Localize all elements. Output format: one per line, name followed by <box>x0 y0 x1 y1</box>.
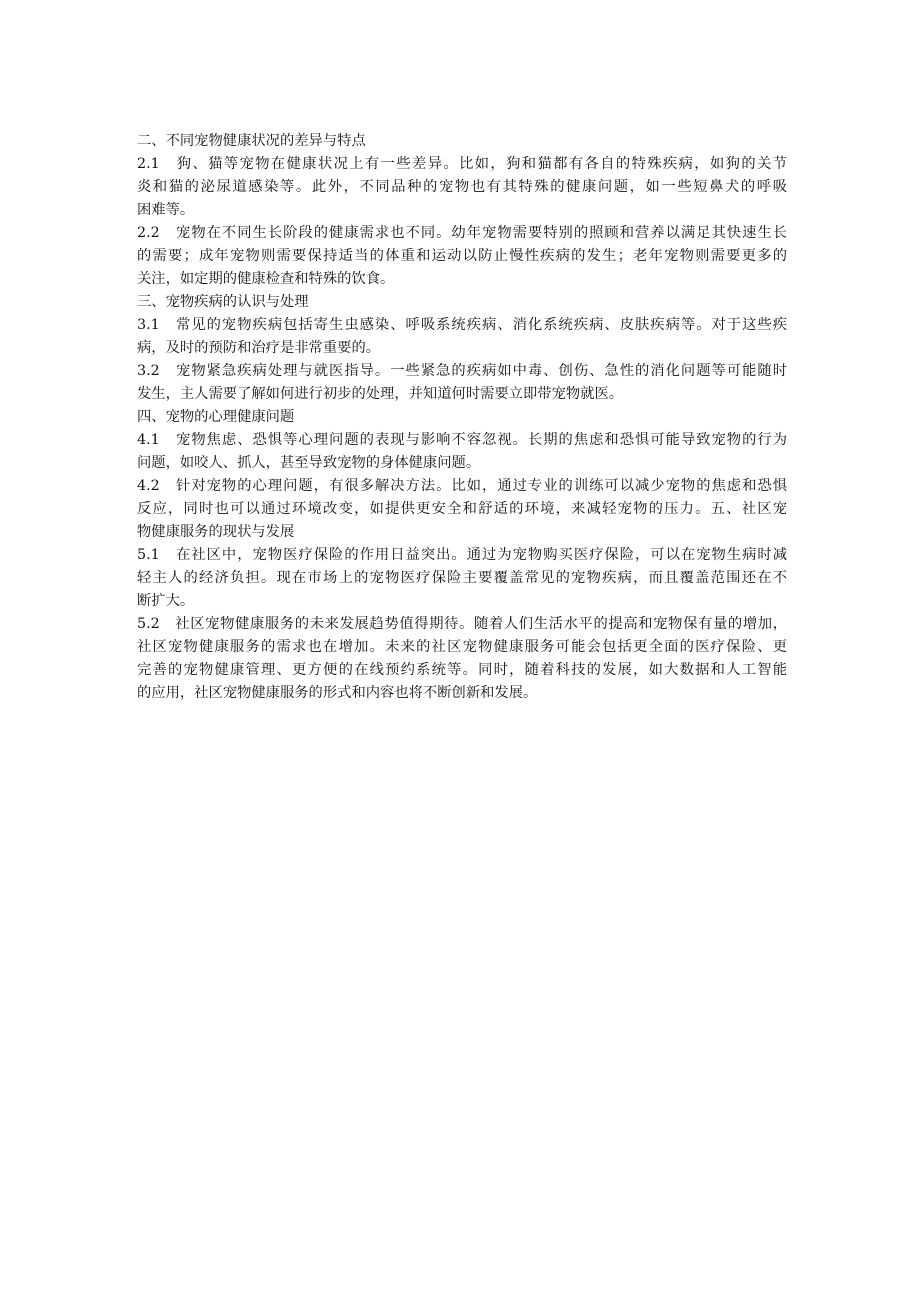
paragraph-4-1 <box>137 429 787 475</box>
paragraph-5-1 <box>137 544 787 613</box>
paragraph-5-2 <box>137 613 787 705</box>
text-line: 轻主人的经济负担。现在市场上的宠物医疗保险主要覆盖常见的宠物疾病，而且覆盖范围还在不 <box>137 570 787 586</box>
text-line: 5.1 在社区中，宠物医疗保险的作用日益突出。通过为宠物购买医疗保险，可以在宠物生病时减 <box>137 547 787 563</box>
text-line: 5.2 社区宠物健康服务的未来发展趋势值得期待。随着人们生活水平的提高和宠物保有量的增加， <box>137 616 787 632</box>
text-line: 四、宠物的心理健康问题 <box>137 409 295 425</box>
text-line: 2.2 宠物在不同生长阶段的健康需求也不同。幼年宠物需要特别的照顾和营养以满足其快速生长 <box>137 225 787 241</box>
section-heading-3 <box>137 291 787 314</box>
text-line: 病，及时的预防和治疗是非常重要的。 <box>137 340 381 356</box>
text-line: 4.2 针对宠物的心理问题，有很多解决方法。比如，通过专业的训练可以减少宠物的焦虑和恐惧 <box>137 478 787 494</box>
text-line: 三、宠物疾病的认识与处理 <box>137 294 309 310</box>
text-line: 二、不同宠物健康状况的差异与特点 <box>137 133 366 149</box>
section-heading-2 <box>137 130 787 153</box>
paragraph-2-1 <box>137 153 787 222</box>
text-line: 社区宠物健康服务的需求也在增加。未来的社区宠物健康服务可能会包括更全面的医疗保险、更 <box>137 639 787 655</box>
text-line: 关注，如定期的健康检查和特殊的饮食。 <box>137 271 395 287</box>
text-line: 的应用，社区宠物健康服务的形式和内容也将不断创新和发展。 <box>137 685 538 701</box>
paragraph-4-2 <box>137 475 787 544</box>
text-line: 完善的宠物健康管理、更方便的在线预约系统等。同时，随着科技的发展，如大数据和人工智能 <box>137 662 787 678</box>
text-line: 物健康服务的现状与发展 <box>137 524 295 540</box>
text-line: 3.2 宠物紧急疾病处理与就医指导。一些紧急的疾病如中毒、创伤、急性的消化问题等可能随时 <box>137 363 787 379</box>
document-page <box>137 130 787 705</box>
text-line: 断扩大。 <box>137 593 195 609</box>
paragraph-3-1 <box>137 314 787 360</box>
text-line: 问题，如咬人、抓人，甚至导致宠物的身体健康问题。 <box>137 455 481 471</box>
paragraph-2-2 <box>137 222 787 291</box>
text-line: 4.1 宠物焦虑、恐惧等心理问题的表现与影响不容忽视。长期的焦虑和恐惧可能导致宠物的行为 <box>137 432 787 448</box>
text-line: 炎和猫的泌尿道感染等。此外，不同品种的宠物也有其特殊的健康问题，如一些短鼻犬的呼吸 <box>137 179 787 195</box>
text-line: 的需要；成年宠物则需要保持适当的体重和运动以防止慢性疾病的发生；老年宠物则需要更多的 <box>137 248 787 264</box>
paragraph-3-2 <box>137 360 787 406</box>
text-line: 3.1 常见的宠物疾病包括寄生虫感染、呼吸系统疾病、消化系统疾病、皮肤疾病等。对于这些疾 <box>137 317 787 333</box>
text-line: 2.1 狗、猫等宠物在健康状况上有一些差异。比如，狗和猫都有各自的特殊疾病，如狗的关节 <box>137 156 787 172</box>
text-line: 发生，主人需要了解如何进行初步的处理，并知道何时需要立即带宠物就医。 <box>137 386 624 402</box>
text-line: 反应，同时也可以通过环境改变，如提供更安全和舒适的环境，来减轻宠物的压力。五、社区宠 <box>137 501 787 517</box>
section-heading-4 <box>137 406 787 429</box>
text-line: 困难等。 <box>137 202 195 218</box>
